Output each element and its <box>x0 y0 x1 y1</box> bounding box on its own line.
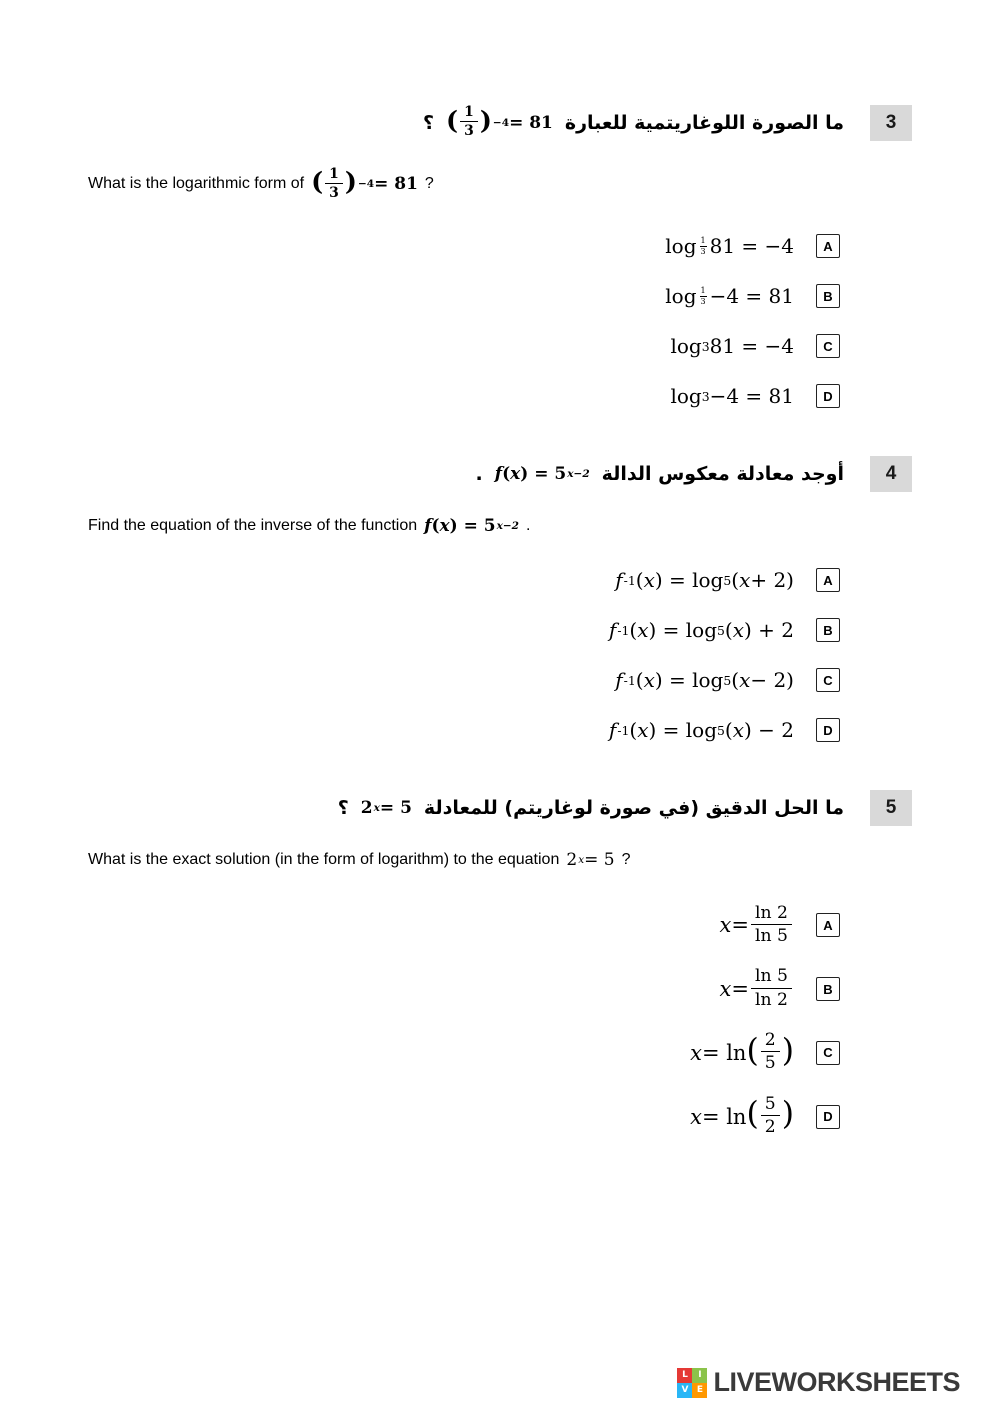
q5-option-d-box[interactable]: D <box>816 1105 840 1129</box>
q5-arabic-endmark: ؟ <box>337 797 349 820</box>
q3-option-d-box[interactable]: D <box>816 384 840 408</box>
q3-option-a-equation: log 1 3 81 = −4 <box>665 234 794 259</box>
q5-arabic-math: 2 x = 5 <box>360 798 412 819</box>
q4-arabic-text: أوجد معادلة معكوس الدالة <box>601 463 844 486</box>
q5-option-d-equation: x = ln ( $\frac{5}{2}$ ) <box>690 1093 794 1138</box>
q3-english-math: ( $\frac{1}{3}$ ) −4 = 81 <box>311 165 418 201</box>
q4-option-b-equation: f -1 ( x ) = log 5 ( x ) + 2 <box>608 618 794 643</box>
q3-option-a <box>665 234 840 258</box>
q5-option-c-box[interactable]: C <box>816 1041 840 1065</box>
q4-option-d-box[interactable]: D <box>816 718 840 742</box>
q3-english-endmark: ? <box>424 174 434 192</box>
q5-option-b-equation: x = $\frac{\ln 5}{\ln 2}$ <box>720 966 794 1012</box>
q5-option-d <box>690 1094 840 1140</box>
q4-options <box>88 568 840 742</box>
q3-number-badge: 3 <box>870 105 912 141</box>
q3-english-text: What is the logarithmic form of <box>88 174 305 192</box>
q3-arabic-text: ما الصورة اللوغاريتمية للعبارة <box>564 111 844 134</box>
q3-option-c-box[interactable]: C <box>816 334 840 358</box>
q3-arabic-endmark: ؟ <box>423 111 435 134</box>
question-4 <box>88 456 912 742</box>
q5-english-endmark: ? <box>621 851 631 869</box>
q5-option-c <box>690 1030 840 1076</box>
q3-arabic-math: ( $\frac{1}{3}$ ) −4 = 81 <box>446 104 553 140</box>
q4-option-b <box>609 618 840 642</box>
q4-arabic-endmark: . <box>475 463 483 486</box>
q5-option-a-equation: x = $\frac{\ln 2}{\ln 5}$ <box>720 902 794 948</box>
q3-option-b-box[interactable]: B <box>816 284 840 308</box>
q5-option-b <box>720 966 840 1012</box>
q5-option-a-box[interactable]: A <box>816 913 840 937</box>
q4-arabic-prompt <box>476 463 844 485</box>
q4-english-prompt <box>88 516 912 536</box>
q4-option-d-equation: f -1 ( x ) = log 5 ( x ) − 2 <box>608 718 794 743</box>
q4-option-c-box[interactable]: C <box>816 668 840 692</box>
liveworksheets-brand[interactable]: LIVEWORKSHEETS <box>713 1367 960 1397</box>
q3-options <box>88 234 840 408</box>
q3-option-a-box[interactable]: A <box>816 234 840 258</box>
q3-option-b-equation: log 1 3 −4 = 81 <box>665 284 794 309</box>
q4-english-endmark: . <box>526 517 531 535</box>
q4-option-c-equation: f -1 ( x ) = log 5 ( x − 2) <box>615 668 794 693</box>
q4-option-d <box>609 718 840 742</box>
q5-arabic-text: ما الحل الدقيق (في صورة لوغاريتم) للمعادلة <box>423 797 844 820</box>
q3-arabic-prompt <box>423 104 844 141</box>
q5-option-c-equation: x = ln ( $\frac{2}{5}$ ) <box>690 1030 794 1074</box>
q3-option-d-equation: log 3 −4 = 81 <box>670 384 794 409</box>
q4-number-badge: 4 <box>870 456 912 492</box>
q4-option-a-equation: f -1 ( x ) = log 5 ( x + 2) <box>615 568 794 593</box>
liveworksheets-footer <box>677 1367 960 1398</box>
q3-english-prompt <box>88 165 912 202</box>
q3-option-b <box>665 284 840 308</box>
q4-option-c <box>615 668 840 692</box>
q5-number-badge: 5 <box>870 790 912 826</box>
q3-option-d <box>670 384 840 408</box>
q3-option-c <box>670 334 840 358</box>
q3-option-c-equation: log 3 81 = −4 <box>670 334 794 359</box>
q4-english-math: f ( x ) = 5 x−2 <box>424 516 520 537</box>
q4-option-a-box[interactable]: A <box>816 568 840 592</box>
q5-option-a <box>720 902 840 948</box>
q5-english-math: 2 x = 5 <box>566 850 615 871</box>
q5-arabic-prompt <box>338 797 844 819</box>
q5-option-b-box[interactable]: B <box>816 977 840 1001</box>
q5-english-text: What is the exact solution (in the form of logarithm) to the equation <box>88 851 560 869</box>
q5-options <box>88 902 840 1139</box>
question-5 <box>88 790 912 1139</box>
q4-english-text: Find the equation of the inverse of the function <box>88 517 418 535</box>
q5-english-prompt <box>88 850 912 870</box>
q4-option-a <box>615 568 840 592</box>
question-3 <box>88 104 912 408</box>
q4-option-b-box[interactable]: B <box>816 618 840 642</box>
liveworksheets-logo-icon[interactable]: L I V E <box>677 1368 707 1398</box>
q4-arabic-math: f ( x ) = 5 x−2 <box>494 464 590 485</box>
